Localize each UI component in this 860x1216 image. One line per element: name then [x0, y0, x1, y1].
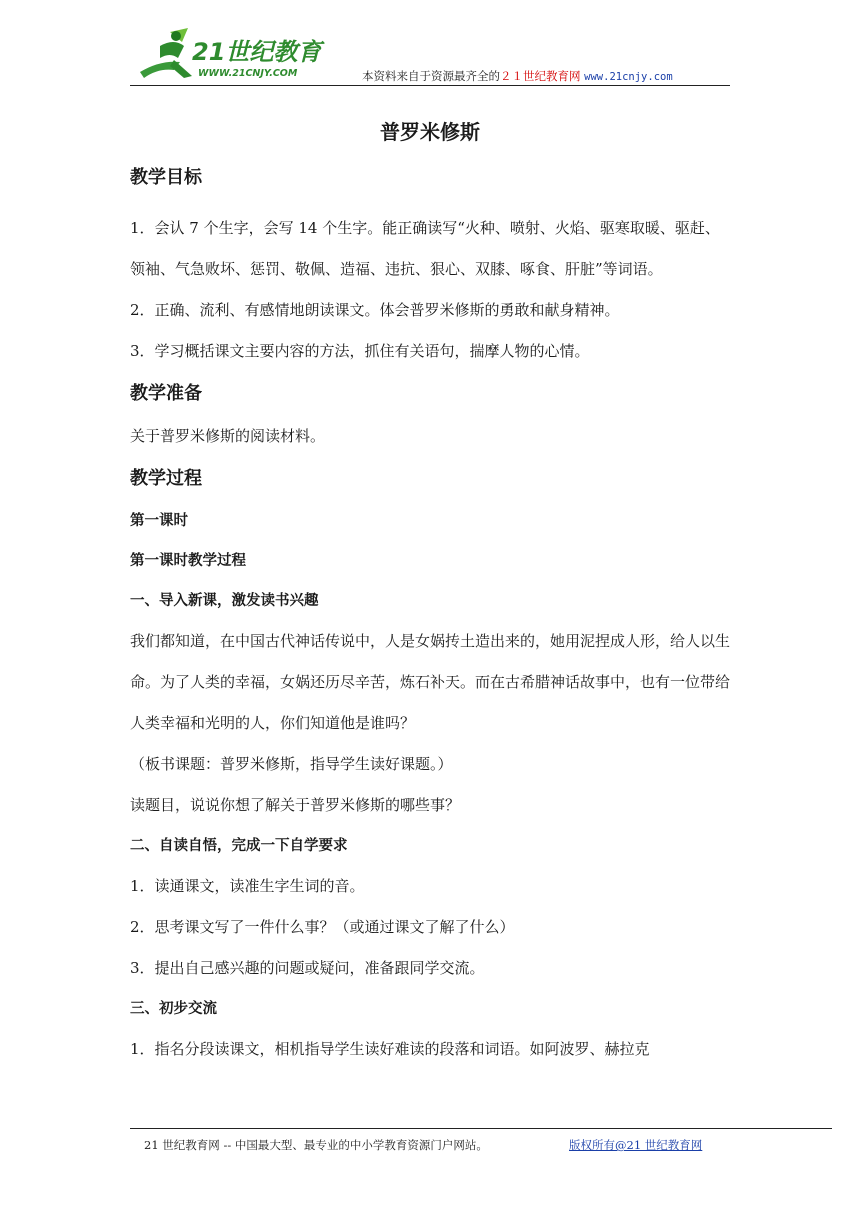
section-heading-prep: 教学准备 [130, 383, 202, 404]
site-logo [130, 24, 345, 84]
lesson-label: 第一课时 [130, 513, 188, 529]
logo-text: 21世纪教育 [192, 38, 322, 66]
part3-item-1: 1．指名分段读课文，相机指导学生读好难读的段落和词语。如阿波罗、赫拉克 [130, 1040, 650, 1058]
section-heading-goals: 教学目标 [130, 167, 202, 188]
part1-paragraph-2: （板书课题：普罗米修斯，指导学生读好课题。） [130, 755, 453, 773]
page-header [130, 24, 730, 86]
header-note-prefix: 本资料来自于资源最齐全的 [362, 69, 500, 83]
section-heading-process: 教学过程 [130, 468, 202, 489]
header-site-url[interactable]: www.21cnjy.com [584, 71, 673, 83]
lesson-process-label: 第一课时教学过程 [130, 553, 246, 569]
part2-heading: 二、自读自悟，完成一下自学要求 [130, 838, 348, 854]
footer-divider [130, 1128, 832, 1129]
header-site-name[interactable]: ２１世纪教育网 [500, 69, 581, 83]
part2-item-1: 1．读通课文，读准生字生词的音。 [130, 877, 365, 895]
goal-item-1: 1．会认 7 个生字，会写 14 个生字。能正确读写“火种、喷射、火焰、驱寒取暖、驱赶、领袖、气急败坏、惩罚、敬佩、造福、违抗、狠心、双膝、啄食、肝脏”等词语。 [130, 219, 720, 278]
part3-heading: 三、初步交流 [130, 1001, 217, 1017]
part1-paragraph-3: 读题目，说说你想了解关于普罗米修斯的哪些事？ [130, 796, 461, 814]
document-body [130, 164, 730, 1070]
prep-text: 关于普罗米修斯的阅读材料。 [130, 427, 326, 445]
part1-heading: 一、导入新课，激发读书兴趣 [130, 593, 319, 609]
part2-item-3: 3．提出自己感兴趣的问题或疑问，准备跟同学交流。 [130, 959, 485, 977]
part1-paragraph-1: 我们都知道，在中国古代神话传说中，人是女娲抟土造出来的，她用泥捏成人形，给人以生命。为了人类的幸福，女娲还历尽辛苦，炼石补天。而在古希腊神话故事中，也有一位带给人类幸福和光明的人，你们知道他是谁吗？ [130, 632, 731, 732]
goal-item-3: 3．学习概括课文主要内容的方法，抓住有关语句，揣摩人物的心情。 [130, 342, 590, 360]
footer-copyright-link[interactable]: 版权所有@21 世纪教育网 [569, 1138, 703, 1152]
header-source-note [362, 68, 673, 84]
header-divider [130, 85, 730, 86]
part2-item-2: 2．思考课文写了一件什么事？（或通过课文了解了什么） [130, 918, 515, 936]
footer-tagline: 21 世纪教育网 -- 中国最大型、最专业的中小学教育资源门户网站。 [144, 1138, 488, 1152]
goal-item-2: 2．正确、流利、有感情地朗读课文。体会普罗米修斯的勇敢和献身精神。 [130, 301, 620, 319]
document-title: 普罗米修斯 [380, 120, 480, 144]
logo-url: WWW.21CNJY.COM [198, 68, 298, 79]
